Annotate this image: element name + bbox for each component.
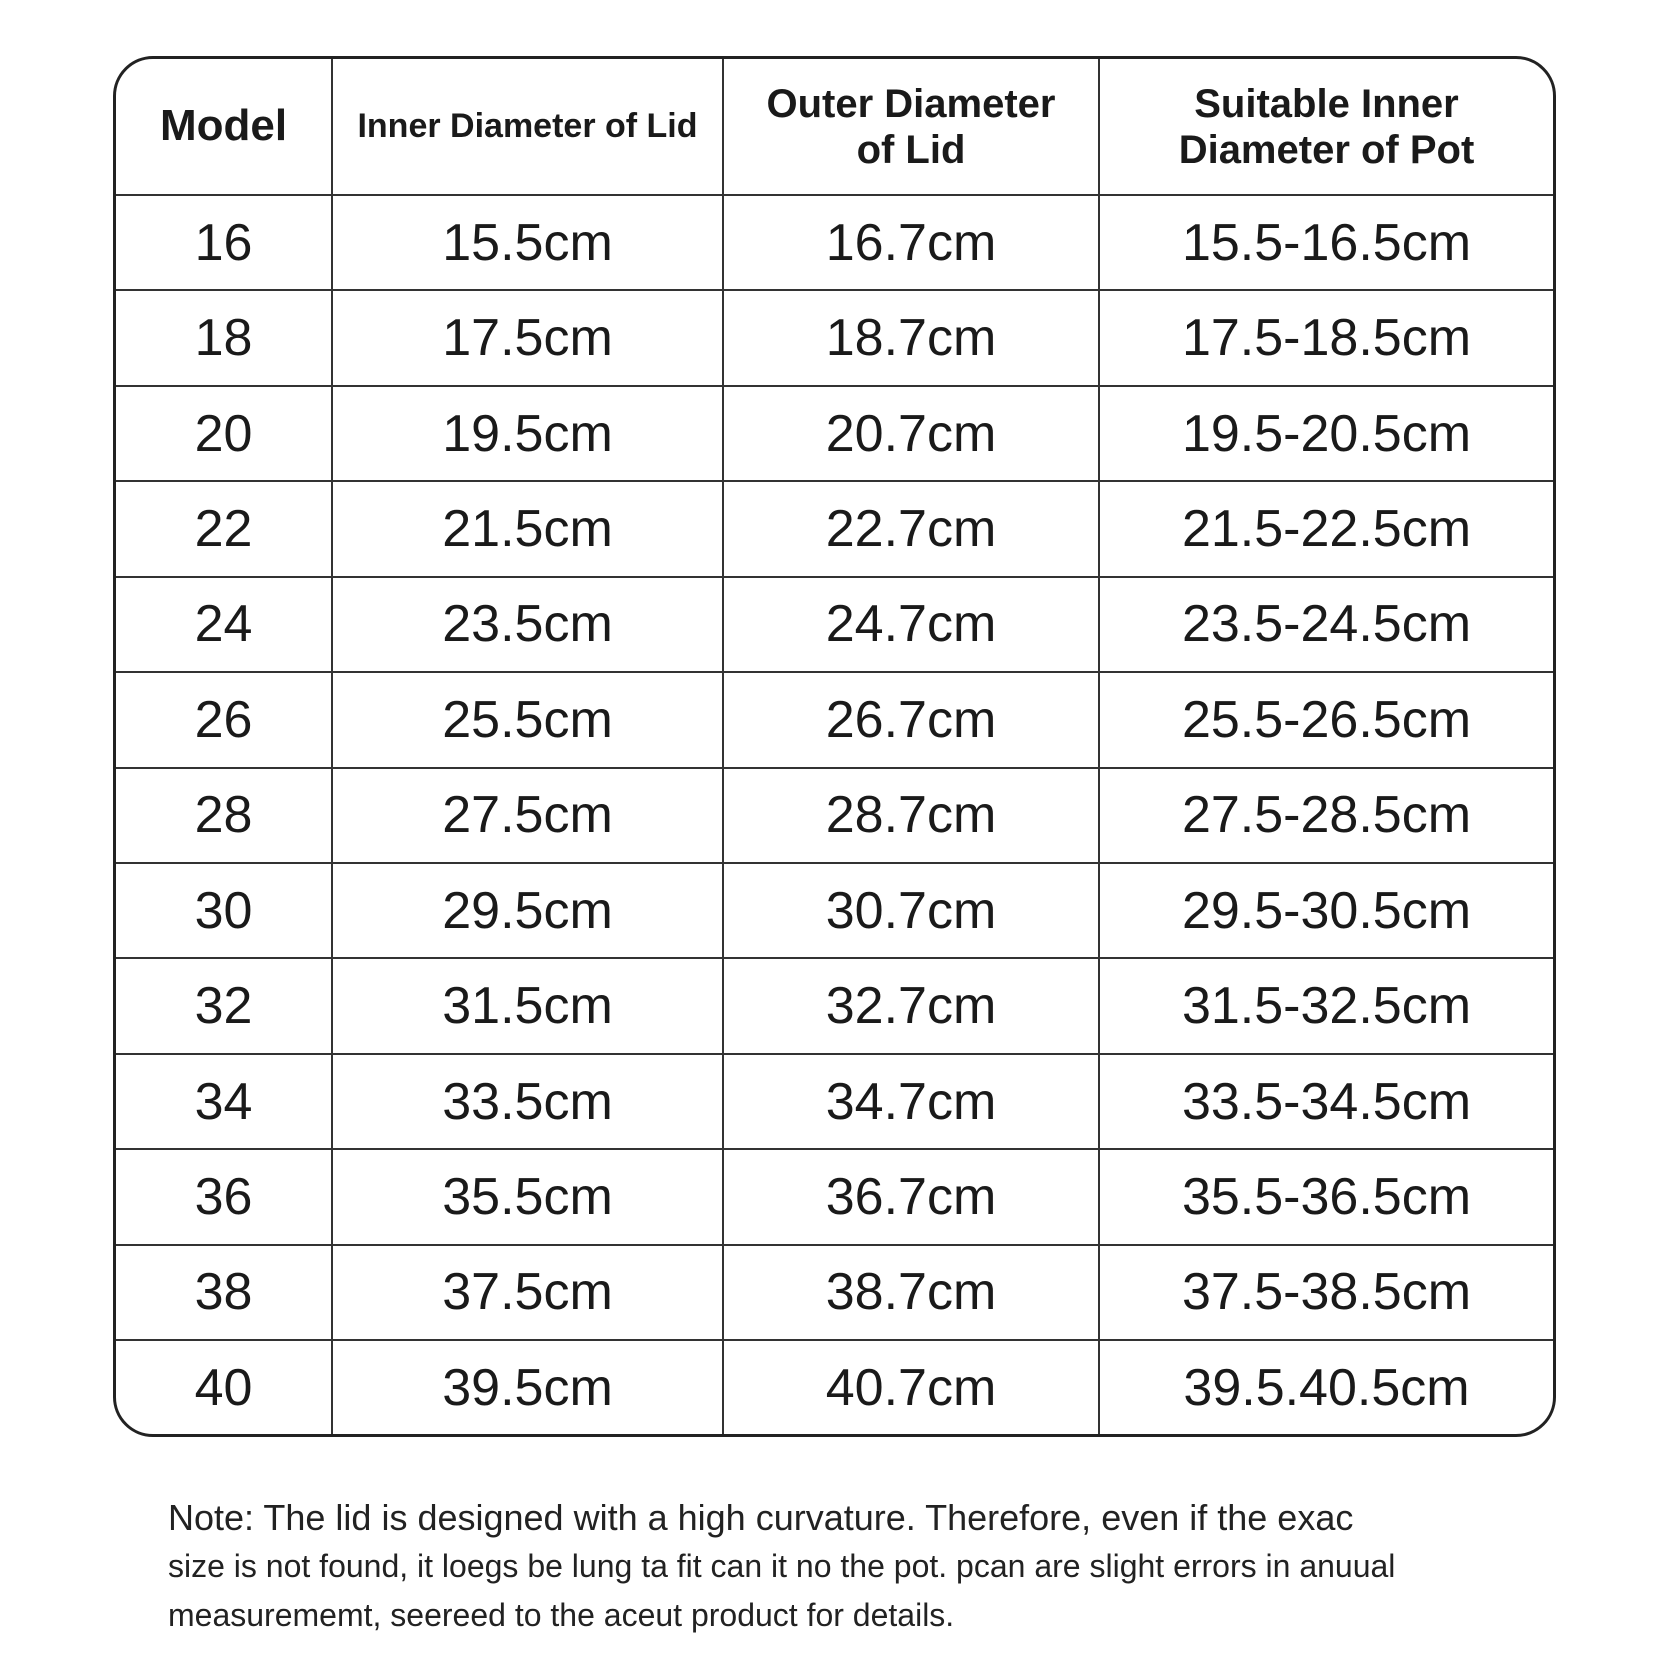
cell-model: 32	[116, 958, 332, 1053]
cell-outer-diameter-of-lid: 16.7cm	[723, 195, 1099, 290]
cell-inner-diameter-of-lid: 23.5cm	[332, 577, 723, 672]
cell-inner-diameter-of-lid: 33.5cm	[332, 1054, 723, 1149]
cell-outer-diameter-of-lid: 24.7cm	[723, 577, 1099, 672]
cell-suitable-pot-diameter: 39.5.40.5cm	[1183, 1358, 1470, 1417]
cell-suitable-pot-diameter: 37.5-38.5cm	[1099, 1245, 1553, 1340]
cell-suitable-pot-diameter: 27.5-28.5cm	[1099, 768, 1553, 863]
cell-outer-diameter-of-lid: 26.7cm	[723, 672, 1099, 767]
table-row	[116, 386, 1553, 481]
cell-inner-diameter-of-lid: 19.5cm	[332, 386, 723, 481]
size-table-container	[113, 56, 1556, 1437]
size-table	[116, 59, 1553, 1434]
cell-inner-diameter-of-lid: 29.5cm	[332, 863, 723, 958]
table-row	[116, 290, 1553, 385]
cell-suitable-pot-diameter: 19.5-20.5cm	[1099, 386, 1553, 481]
cell-inner-diameter-of-lid: 25.5cm	[332, 672, 723, 767]
table-header-row	[116, 59, 1553, 195]
cell-outer-diameter-of-lid: 38.7cm	[723, 1245, 1099, 1340]
cell-outer-diameter-of-lid: 22.7cm	[723, 481, 1099, 576]
cell-model: 28	[116, 768, 332, 863]
cell-model: 24	[116, 577, 332, 672]
cell-suitable-pot-diameter: 31.5-32.5cm	[1099, 958, 1553, 1053]
cell-inner-diameter-of-lid: 27.5cm	[332, 768, 723, 863]
cell-suitable-pot-diameter: 25.5-26.5cm	[1099, 672, 1553, 767]
cell-suitable-pot-diameter: 29.5-30.5cm	[1099, 863, 1553, 958]
cell-suitable-pot-diameter: 33.5-34.5cm	[1099, 1054, 1553, 1149]
cell-model: 40	[116, 1340, 332, 1434]
cell-model: 16	[116, 195, 332, 290]
cell-outer-diameter-of-lid: 34.7cm	[723, 1054, 1099, 1149]
cell-suitable-pot-diameter: 21.5-22.5cm	[1099, 481, 1553, 576]
cell-outer-diameter-of-lid: 28.7cm	[723, 768, 1099, 863]
cell-inner-diameter-of-lid: 31.5cm	[332, 958, 723, 1053]
table-row	[116, 577, 1553, 672]
cell-model: 22	[116, 481, 332, 576]
table-row	[116, 1340, 1553, 1434]
table-row	[116, 1054, 1553, 1149]
cell-outer-diameter-of-lid: 36.7cm	[723, 1149, 1099, 1244]
header-model: Model	[116, 59, 332, 195]
cell-inner-diameter-of-lid: 37.5cm	[332, 1245, 723, 1340]
cell-inner-diameter-of-lid: 35.5cm	[332, 1149, 723, 1244]
cell-suitable-pot-diameter: 17.5-18.5cm	[1099, 290, 1553, 385]
table-row	[116, 863, 1553, 958]
table-body	[116, 195, 1553, 1434]
cell-inner-diameter-of-lid: 39.5cm	[332, 1340, 723, 1434]
cell-suitable-pot-diameter: 35.5-36.5cm	[1099, 1149, 1553, 1244]
cell-model: 20	[116, 386, 332, 481]
table-row	[116, 958, 1553, 1053]
cell-outer-diameter-of-lid: 18.7cm	[723, 290, 1099, 385]
table-row	[116, 481, 1553, 576]
cell-suitable-pot-diameter: 15.5-16.5cm	[1099, 195, 1553, 290]
note-line: size is not found, it loegs be lung ta fit can it no the pot. pcan are slight errors in anuual	[168, 1548, 1396, 1584]
cell-model: 26	[116, 672, 332, 767]
cell-outer-diameter-of-lid: 32.7cm	[723, 958, 1099, 1053]
cell-model: 30	[116, 863, 332, 958]
cell-model: 38	[116, 1245, 332, 1340]
cell-outer-diameter-of-lid: 30.7cm	[723, 863, 1099, 958]
cell-inner-diameter-of-lid: 21.5cm	[332, 481, 723, 576]
header-inner-diameter-of-lid: Inner Diameter of Lid	[332, 59, 723, 195]
note-text	[168, 1493, 1508, 1640]
cell-model: 36	[116, 1149, 332, 1244]
table-row	[116, 1149, 1553, 1244]
note-line: measurememt, seereed to the aceut product for details.	[168, 1597, 955, 1633]
cell-suitable-pot-diameter: 23.5-24.5cm	[1099, 577, 1553, 672]
table-row	[116, 672, 1553, 767]
cell-outer-diameter-of-lid: 20.7cm	[723, 386, 1099, 481]
cell-inner-diameter-of-lid: 17.5cm	[332, 290, 723, 385]
note-line: Note: The lid is designed with a high curvature. Therefore, even if the exac	[168, 1497, 1354, 1538]
table-row	[116, 768, 1553, 863]
table-row	[116, 195, 1553, 290]
table-row	[116, 1245, 1553, 1340]
cell-model: 18	[116, 290, 332, 385]
cell-inner-diameter-of-lid: 15.5cm	[332, 195, 723, 290]
header-suitable-inner-diameter-of-pot: Suitable Inner Diameter of Pot	[1099, 59, 1553, 195]
header-outer-diameter-of-lid: Outer Diameter of Lid	[723, 59, 1099, 195]
cell-model: 34	[116, 1054, 332, 1149]
cell-outer-diameter-of-lid: 40.7cm	[723, 1340, 1099, 1434]
